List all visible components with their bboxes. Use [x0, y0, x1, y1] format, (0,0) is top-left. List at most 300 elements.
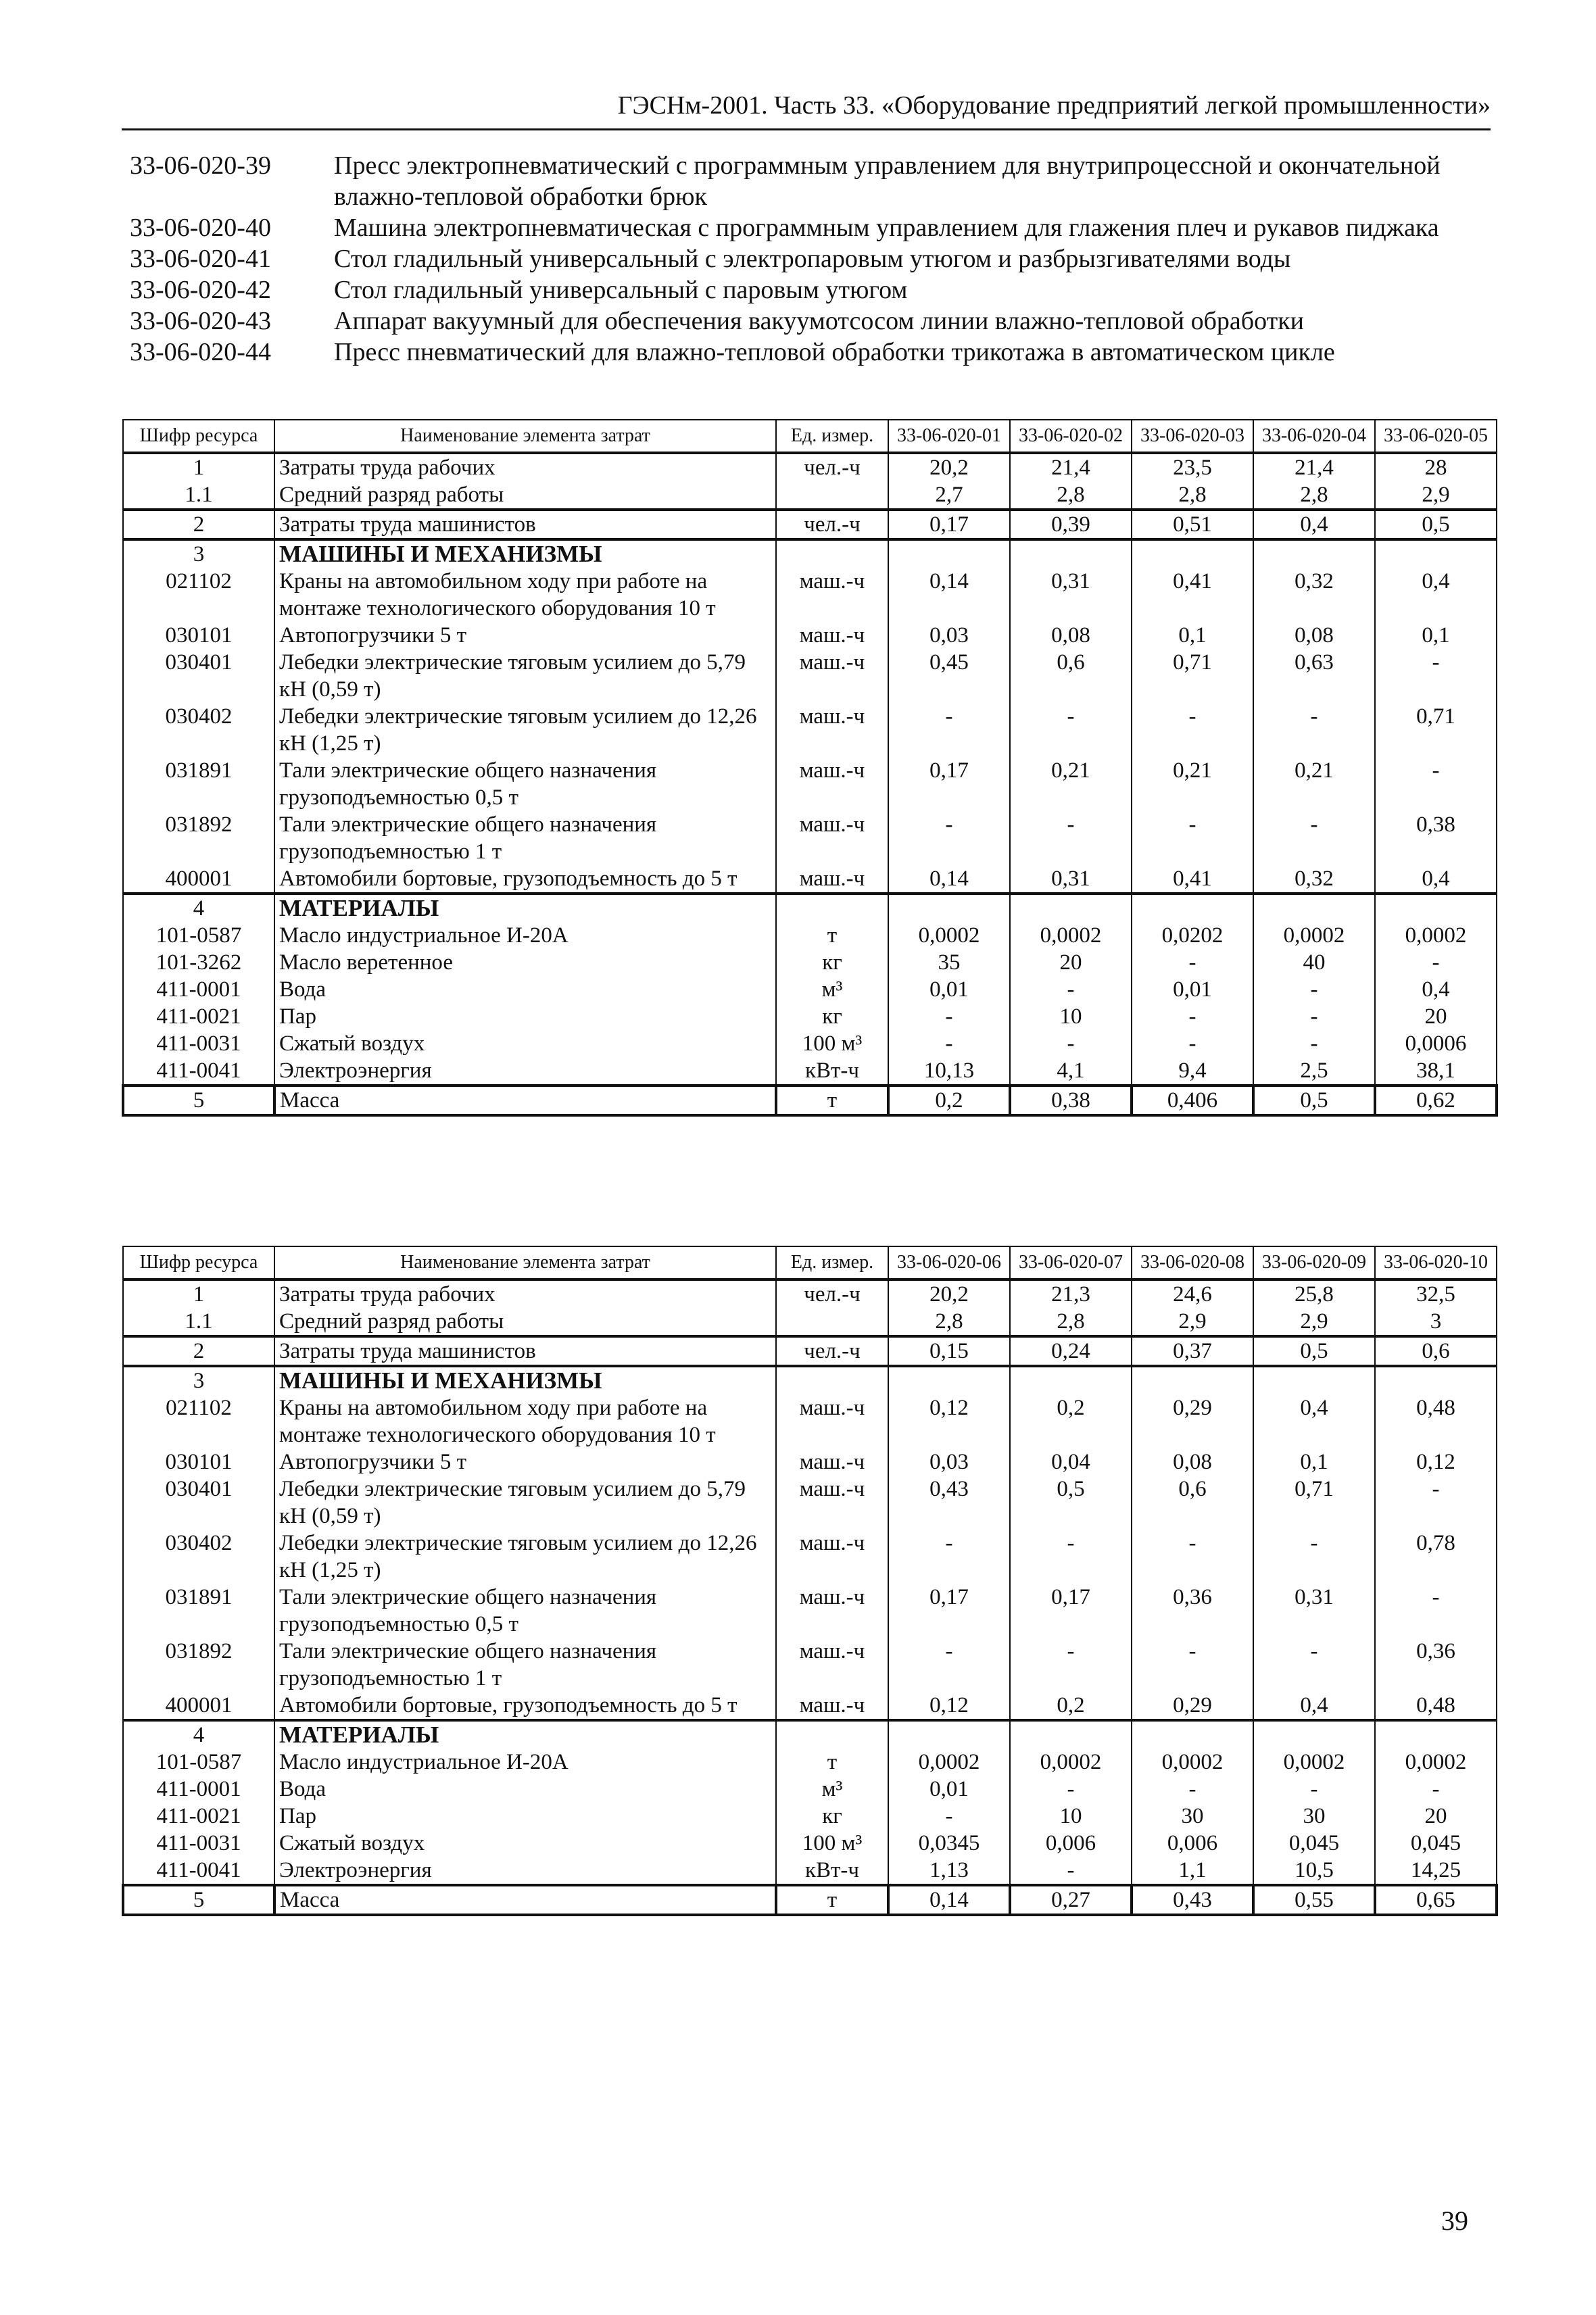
unit: 100 м³ — [776, 1830, 888, 1857]
section-title: МАТЕРИАЛЫ — [274, 894, 776, 922]
resource-code: 1 — [123, 453, 274, 481]
norm-value: 2,9 — [1132, 1308, 1253, 1336]
header-resource-code: Шифр ресурса — [123, 420, 274, 453]
cost-element-name: Лебедки электрические тяговым усилием до 12,26 кН (1,25 т) — [274, 703, 776, 757]
header-unit: Ед. измер. — [776, 1246, 888, 1280]
norm-value: - — [1132, 811, 1253, 865]
norm-value: 0,0002 — [1010, 1749, 1132, 1776]
cost-element-name: Лебедки электрические тяговым усилием до 5,79 кН (0,59 т) — [274, 1476, 776, 1530]
norm-value: 0,36 — [1132, 1584, 1253, 1638]
norm-value: 0,21 — [1253, 757, 1375, 811]
table-footer — [123, 1885, 1497, 1915]
norm-value: 24,6 — [1132, 1280, 1253, 1308]
norm-value: 0,006 — [1010, 1830, 1132, 1857]
unit: маш.-ч — [776, 1638, 888, 1692]
table-footer — [123, 1086, 1497, 1115]
unit: маш.-ч — [776, 622, 888, 649]
unit: чел.-ч — [776, 1280, 888, 1308]
norm-value — [1010, 1366, 1132, 1394]
norm-value: 0,4 — [1253, 1394, 1375, 1448]
norm-value: 0,0002 — [1132, 1749, 1253, 1776]
equipment-item — [130, 306, 1495, 337]
norm-value — [1010, 1720, 1132, 1749]
cost-element-name: Масса — [274, 1086, 776, 1115]
table-row — [123, 1692, 1497, 1720]
norm-value: 0,38 — [1010, 1086, 1132, 1115]
norm-value: 0,0345 — [888, 1830, 1010, 1857]
resource-code: 031891 — [123, 757, 274, 811]
table-body — [123, 453, 1497, 1086]
cost-element-name: Автопогрузчики 5 т — [274, 622, 776, 649]
norm-value: 0,4 — [1253, 1692, 1375, 1720]
cost-element-name: Затраты труда рабочих — [274, 1280, 776, 1308]
unit: кВт-ч — [776, 1857, 888, 1885]
norm-value: 0,5 — [1375, 510, 1497, 539]
norm-value — [1253, 894, 1375, 922]
page-number: 39 — [1441, 2206, 1468, 2236]
norm-value: 0,0006 — [1375, 1030, 1497, 1057]
section-title: МАТЕРИАЛЫ — [274, 1720, 776, 1749]
norm-value: 0,01 — [888, 976, 1010, 1003]
norm-value: 0,62 — [1375, 1086, 1497, 1115]
resource-code: 1 — [123, 1280, 274, 1308]
cost-element-name: Автопогрузчики 5 т — [274, 1448, 776, 1476]
equipment-code: 33-06-020-39 — [130, 151, 271, 180]
table-row — [123, 894, 1497, 922]
norm-value: 20,2 — [888, 1280, 1010, 1308]
resource-code: 411-0031 — [123, 1830, 274, 1857]
norm-value: 2,9 — [1375, 481, 1497, 510]
resource-code: 1.1 — [123, 481, 274, 510]
page-header: ГЭСНм-2001. Часть 33. «Оборудование предприятий легкой промышленности» — [122, 88, 1491, 130]
norm-value — [1253, 539, 1375, 568]
norm-value: 0,39 — [1010, 510, 1132, 539]
cost-element-name: Автомобили бортовые, грузоподъемность до 5 т — [274, 865, 776, 894]
norm-value: 14,25 — [1375, 1857, 1497, 1885]
unit: 100 м³ — [776, 1030, 888, 1057]
table-row — [123, 1720, 1497, 1749]
unit: т — [776, 1749, 888, 1776]
table-row — [123, 1803, 1497, 1830]
norm-value: 0,4 — [1375, 568, 1497, 622]
resource-code: 2 — [123, 510, 274, 539]
header-cost-element: Наименование элемента затрат — [274, 420, 776, 453]
unit: чел.-ч — [776, 510, 888, 539]
unit: маш.-ч — [776, 1692, 888, 1720]
norm-value: - — [1010, 703, 1132, 757]
norm-value: - — [1375, 757, 1497, 811]
norm-value: 0,17 — [888, 510, 1010, 539]
unit: кг — [776, 1803, 888, 1830]
unit — [776, 1308, 888, 1336]
cost-element-name: Лебедки электрические тяговым усилием до 12,26 кН (1,25 т) — [274, 1530, 776, 1584]
norm-value: 21,3 — [1010, 1280, 1132, 1308]
norm-value: 1,1 — [1132, 1857, 1253, 1885]
cost-element-name: Краны на автомобильном ходу при работе на монтаже технологического оборудования 10 т — [274, 568, 776, 622]
norm-value: 0,5 — [1010, 1476, 1132, 1530]
norm-value: - — [1010, 1638, 1132, 1692]
norm-value: 21,4 — [1253, 453, 1375, 481]
header-cost-element: Наименование элемента затрат — [274, 1246, 776, 1280]
table-row — [123, 1057, 1497, 1086]
resource-code: 4 — [123, 1720, 274, 1749]
norm-value: 0,006 — [1132, 1830, 1253, 1857]
norm-value: 0,71 — [1375, 703, 1497, 757]
table-body — [123, 1280, 1497, 1885]
cost-element-name: Пар — [274, 1003, 776, 1030]
norm-value: 0,0002 — [1010, 922, 1132, 949]
norm-value: 0,21 — [1132, 757, 1253, 811]
norm-value: - — [1253, 1530, 1375, 1584]
norm-value: 10,13 — [888, 1057, 1010, 1086]
norm-value — [1253, 1366, 1375, 1394]
norm-value: 21,4 — [1010, 453, 1132, 481]
norm-value: 0,21 — [1010, 757, 1132, 811]
resource-code: 101-3262 — [123, 949, 274, 976]
unit: м³ — [776, 976, 888, 1003]
unit — [776, 1720, 888, 1749]
unit: м³ — [776, 1776, 888, 1803]
norm-value: - — [1375, 1776, 1497, 1803]
cost-element-name: Средний разряд работы — [274, 1308, 776, 1336]
unit: маш.-ч — [776, 1584, 888, 1638]
norm-value — [1010, 539, 1132, 568]
cost-element-name: Вода — [274, 1776, 776, 1803]
unit — [776, 481, 888, 510]
header-resource-code: Шифр ресурса — [123, 1246, 274, 1280]
norm-value: - — [888, 703, 1010, 757]
norm-value: 4,1 — [1010, 1057, 1132, 1086]
table-row — [123, 453, 1497, 481]
norm-value: - — [1132, 949, 1253, 976]
resource-code: 411-0001 — [123, 976, 274, 1003]
norm-value: - — [888, 1030, 1010, 1057]
equipment-code: 33-06-020-43 — [130, 307, 271, 335]
table-row — [123, 1394, 1497, 1448]
cost-element-name: Пар — [274, 1803, 776, 1830]
mass-row — [123, 1885, 1497, 1915]
norm-value: 0,1 — [1132, 622, 1253, 649]
norm-value: 0,0002 — [1253, 1749, 1375, 1776]
norm-value: 0,0002 — [1375, 1749, 1497, 1776]
header-norm-code: 33-06-020-05 — [1375, 420, 1497, 453]
norm-value: 0,045 — [1375, 1830, 1497, 1857]
resource-code: 031892 — [123, 1638, 274, 1692]
norm-value — [1010, 894, 1132, 922]
cost-element-name: Тали электрические общего назначения грузоподъемностью 1 т — [274, 1638, 776, 1692]
table-row — [123, 1308, 1497, 1336]
norm-value — [1132, 1366, 1253, 1394]
norm-value: 0,14 — [888, 1885, 1010, 1915]
norm-value: 0,2 — [1010, 1394, 1132, 1448]
equipment-description: Пресс пневматический для влажно-тепловой обработки трикотажа в автоматическом цикле — [334, 338, 1335, 366]
unit: маш.-ч — [776, 757, 888, 811]
norm-value: 2,8 — [1010, 1308, 1132, 1336]
norm-value: 0,12 — [888, 1394, 1010, 1448]
table-header-row — [123, 1246, 1497, 1280]
resource-code: 030101 — [123, 1448, 274, 1476]
norm-value: 0,45 — [888, 649, 1010, 703]
norm-value: 0,17 — [888, 757, 1010, 811]
norm-value: - — [1010, 976, 1132, 1003]
equipment-item — [130, 243, 1495, 274]
unit: маш.-ч — [776, 1476, 888, 1530]
norm-value: 0,2 — [1010, 1692, 1132, 1720]
table-row — [123, 539, 1497, 568]
norm-value: - — [1253, 703, 1375, 757]
table-row — [123, 649, 1497, 703]
resource-code: 411-0041 — [123, 1057, 274, 1086]
norm-value — [888, 894, 1010, 922]
norm-value: - — [1132, 1530, 1253, 1584]
norm-value: 0,36 — [1375, 1638, 1497, 1692]
norm-value — [888, 1366, 1010, 1394]
unit: т — [776, 1086, 888, 1115]
norm-value: 0,4 — [1375, 865, 1497, 894]
norm-value: - — [1132, 1638, 1253, 1692]
norm-value: 0,65 — [1375, 1885, 1497, 1915]
norm-value — [1132, 1720, 1253, 1749]
norm-value: - — [1010, 1030, 1132, 1057]
resource-code: 3 — [123, 539, 274, 568]
header-unit: Ед. измер. — [776, 420, 888, 453]
resource-code: 411-0021 — [123, 1803, 274, 1830]
cost-element-name: Масса — [274, 1885, 776, 1915]
norm-value: 0,31 — [1253, 1584, 1375, 1638]
table-row — [123, 1336, 1497, 1366]
resource-code: 2 — [123, 1336, 274, 1366]
table-row — [123, 811, 1497, 865]
norm-value: 1,13 — [888, 1857, 1010, 1885]
unit: кВт-ч — [776, 1057, 888, 1086]
norm-value — [1132, 894, 1253, 922]
table-row — [123, 757, 1497, 811]
norm-value — [888, 539, 1010, 568]
equipment-item — [130, 274, 1495, 306]
table-row — [123, 1476, 1497, 1530]
norm-value — [1375, 1366, 1497, 1394]
resource-table-1 — [122, 419, 1498, 1117]
norm-value: 32,5 — [1375, 1280, 1497, 1308]
norm-value: 0,43 — [888, 1476, 1010, 1530]
norm-value: 0,48 — [1375, 1394, 1497, 1448]
norm-value: 0,1 — [1375, 622, 1497, 649]
cost-element-name: Вода — [274, 976, 776, 1003]
table-row — [123, 949, 1497, 976]
norm-value: 0,0002 — [1375, 922, 1497, 949]
norm-value: - — [1010, 1530, 1132, 1584]
header-norm-code: 33-06-020-09 — [1253, 1246, 1375, 1280]
norm-value: 2,5 — [1253, 1057, 1375, 1086]
header-norm-code: 33-06-020-04 — [1253, 420, 1375, 453]
norm-value: 2,8 — [1253, 481, 1375, 510]
table-row — [123, 1830, 1497, 1857]
norm-value: - — [1010, 811, 1132, 865]
norm-value: 0,48 — [1375, 1692, 1497, 1720]
norm-value: 0,6 — [1132, 1476, 1253, 1530]
norm-value: 23,5 — [1132, 453, 1253, 481]
norm-value: 28 — [1375, 453, 1497, 481]
norm-value: 0,14 — [888, 568, 1010, 622]
resource-code: 030101 — [123, 622, 274, 649]
norm-value: 0,29 — [1132, 1692, 1253, 1720]
resource-code: 030401 — [123, 1476, 274, 1530]
unit: чел.-ч — [776, 1336, 888, 1366]
norm-value: - — [888, 1803, 1010, 1830]
norm-value: 10 — [1010, 1803, 1132, 1830]
norm-value: - — [1375, 1584, 1497, 1638]
resource-code: 5 — [123, 1086, 274, 1115]
resource-code: 101-0587 — [123, 1749, 274, 1776]
norm-value: - — [1253, 976, 1375, 1003]
norm-value: 0,045 — [1253, 1830, 1375, 1857]
norm-value: 0,38 — [1375, 811, 1497, 865]
unit: маш.-ч — [776, 1530, 888, 1584]
unit: маш.-ч — [776, 1448, 888, 1476]
table-row — [123, 1638, 1497, 1692]
resource-code: 411-0021 — [123, 1003, 274, 1030]
unit: маш.-ч — [776, 1394, 888, 1448]
norm-value — [1132, 539, 1253, 568]
norm-value: 0,31 — [1010, 865, 1132, 894]
cost-element-name: Масло индустриальное И-20А — [274, 922, 776, 949]
norm-value: 0,0002 — [1253, 922, 1375, 949]
norm-value: 9,4 — [1132, 1057, 1253, 1086]
resource-code: 030402 — [123, 703, 274, 757]
table-row — [123, 481, 1497, 510]
norm-value: 0,4 — [1375, 976, 1497, 1003]
resource-code: 101-0587 — [123, 922, 274, 949]
norm-value: 30 — [1253, 1803, 1375, 1830]
table-row — [123, 976, 1497, 1003]
table-row — [123, 865, 1497, 894]
unit — [776, 539, 888, 568]
table-row — [123, 1448, 1497, 1476]
norm-value: 0,01 — [888, 1776, 1010, 1803]
norm-value: 0,51 — [1132, 510, 1253, 539]
norm-value: 0,41 — [1132, 568, 1253, 622]
cost-element-name: Лебедки электрические тяговым усилием до 5,79 кН (0,59 т) — [274, 649, 776, 703]
norm-value: 0,78 — [1375, 1530, 1497, 1584]
cost-element-name: Краны на автомобильном ходу при работе на монтаже технологического оборудования 10 т — [274, 1394, 776, 1448]
norm-value: 0,4 — [1253, 510, 1375, 539]
norm-value: - — [1132, 1776, 1253, 1803]
unit: маш.-ч — [776, 568, 888, 622]
norm-value: - — [1375, 649, 1497, 703]
equipment-description: Пресс электропневматический с программным управлением для внутрипроцессной и окончательной влажно-тепловой обработки брюк — [334, 151, 1441, 211]
resource-code: 031891 — [123, 1584, 274, 1638]
norm-value: - — [1375, 1476, 1497, 1530]
norm-value: 0,14 — [888, 865, 1010, 894]
unit: маш.-ч — [776, 811, 888, 865]
norm-value: 0,71 — [1253, 1476, 1375, 1530]
norm-value: - — [1132, 703, 1253, 757]
equipment-item — [130, 337, 1495, 368]
resource-code: 411-0041 — [123, 1857, 274, 1885]
cost-element-name: Сжатый воздух — [274, 1030, 776, 1057]
norm-value: 0,32 — [1253, 568, 1375, 622]
norm-value: 0,08 — [1253, 622, 1375, 649]
table-row — [123, 1003, 1497, 1030]
resource-code: 4 — [123, 894, 274, 922]
norm-value: - — [1010, 1776, 1132, 1803]
equipment-list — [130, 150, 1495, 368]
norm-value: 0,37 — [1132, 1336, 1253, 1366]
norm-value: 0,08 — [1132, 1448, 1253, 1476]
resource-code: 3 — [123, 1366, 274, 1394]
cost-element-name: Средний разряд работы — [274, 481, 776, 510]
norm-value: 0,31 — [1010, 568, 1132, 622]
norm-value: 2,8 — [1010, 481, 1132, 510]
norm-value: 0,32 — [1253, 865, 1375, 894]
unit: маш.-ч — [776, 703, 888, 757]
norm-value: 0,71 — [1132, 649, 1253, 703]
equipment-description: Аппарат вакуумный для обеспечения вакуумотсосом линии влажно-тепловой обработки — [334, 307, 1305, 335]
table-row — [123, 1749, 1497, 1776]
norm-value: 0,12 — [888, 1692, 1010, 1720]
cost-element-name: Затраты труда машинистов — [274, 1336, 776, 1366]
resource-code: 021102 — [123, 1394, 274, 1448]
unit: маш.-ч — [776, 649, 888, 703]
norm-value: 0,41 — [1132, 865, 1253, 894]
norm-value: - — [1253, 1638, 1375, 1692]
norm-value: 20 — [1375, 1003, 1497, 1030]
cost-element-name: Масло веретенное — [274, 949, 776, 976]
table-row — [123, 1530, 1497, 1584]
equipment-item — [130, 212, 1495, 243]
norm-value: 0,24 — [1010, 1336, 1132, 1366]
norm-value: 0,04 — [1010, 1448, 1132, 1476]
table-row — [123, 622, 1497, 649]
norm-value — [888, 1720, 1010, 1749]
norm-value: 0,0202 — [1132, 922, 1253, 949]
norm-value: 35 — [888, 949, 1010, 976]
norm-value: - — [1375, 949, 1497, 976]
table-row — [123, 1030, 1497, 1057]
table-header-row — [123, 420, 1497, 453]
equipment-code: 33-06-020-42 — [130, 276, 271, 304]
mass-row — [123, 1086, 1497, 1115]
norm-value — [1253, 1720, 1375, 1749]
norm-value: 20 — [1375, 1803, 1497, 1830]
header-norm-code: 33-06-020-02 — [1010, 420, 1132, 453]
header-norm-code: 33-06-020-07 — [1010, 1246, 1132, 1280]
header-norm-code: 33-06-020-10 — [1375, 1246, 1497, 1280]
cost-element-name: Тали электрические общего назначения грузоподъемностью 1 т — [274, 811, 776, 865]
equipment-item — [130, 150, 1495, 212]
norm-value: - — [1132, 1003, 1253, 1030]
resource-code: 411-0031 — [123, 1030, 274, 1057]
cost-element-name: Автомобили бортовые, грузоподъемность до 5 т — [274, 1692, 776, 1720]
norm-value: 10 — [1010, 1003, 1132, 1030]
norm-value: - — [888, 1530, 1010, 1584]
equipment-description: Машина электропневматическая с программным управлением для глажения плеч и рукавов пиджака — [334, 214, 1439, 242]
norm-value: 30 — [1132, 1803, 1253, 1830]
section-title: МАШИНЫ И МЕХАНИЗМЫ — [274, 1366, 776, 1394]
norm-value: - — [1253, 1776, 1375, 1803]
cost-element-name: Затраты труда рабочих — [274, 453, 776, 481]
equipment-description: Стол гладильный универсальный с паровым утюгом — [334, 276, 908, 304]
norm-value: 25,8 — [1253, 1280, 1375, 1308]
cost-element-name: Электроэнергия — [274, 1057, 776, 1086]
norm-value: 0,55 — [1253, 1885, 1375, 1915]
unit: кг — [776, 1003, 888, 1030]
norm-value: 40 — [1253, 949, 1375, 976]
table-row — [123, 1366, 1497, 1394]
header-norm-code: 33-06-020-06 — [888, 1246, 1010, 1280]
equipment-code: 33-06-020-41 — [130, 245, 271, 273]
unit: т — [776, 1885, 888, 1915]
